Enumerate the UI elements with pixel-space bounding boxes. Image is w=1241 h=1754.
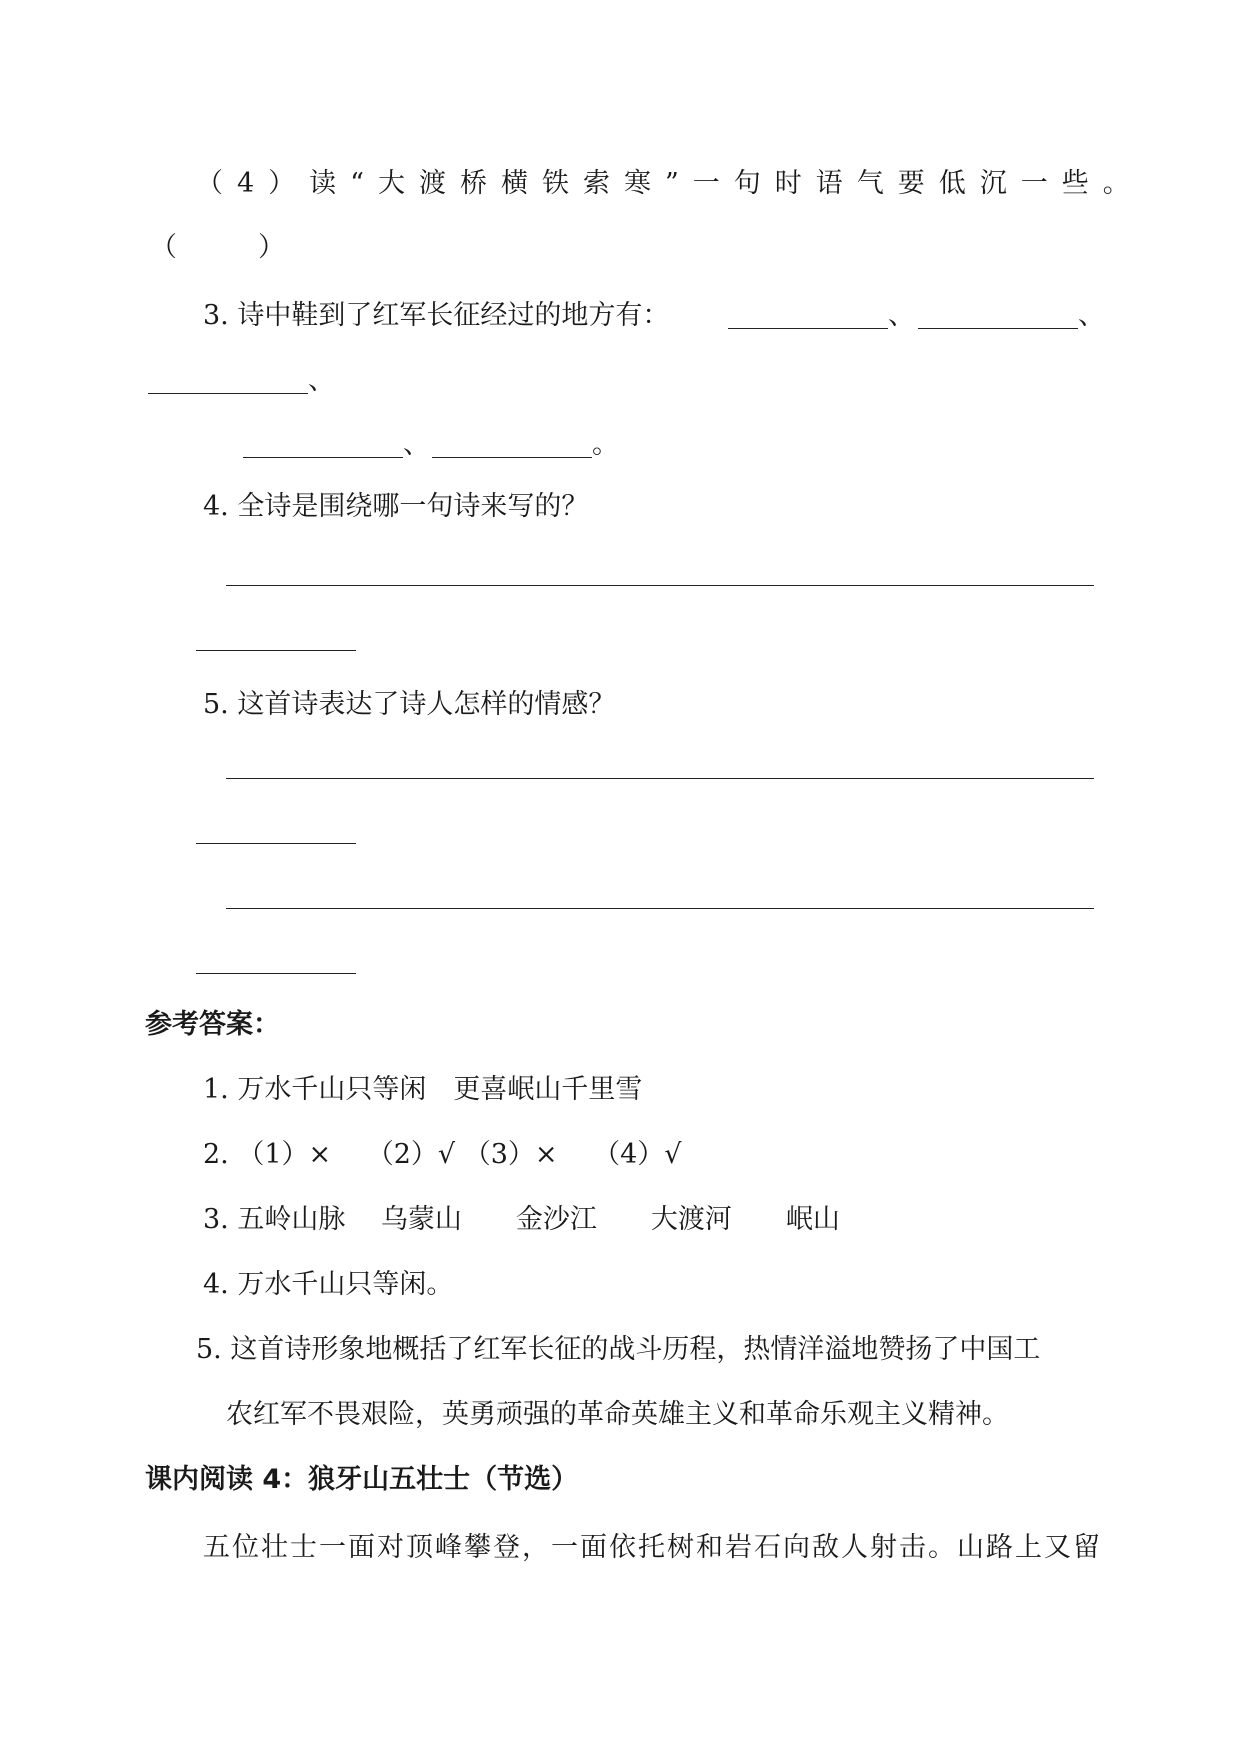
question-4: 4. 全诗是围绕哪一句诗来写的？ bbox=[203, 491, 589, 522]
section-heading: 课内阅读 4：狼牙山五壮士（节选） bbox=[145, 1464, 579, 1495]
separator: 、 bbox=[1078, 300, 1105, 331]
blank-line bbox=[432, 457, 592, 458]
section-body-line-1: 五位壮士一面对顶峰攀登，一面依托树和岩石向敌人射击。山路上又留 bbox=[203, 1532, 1102, 1563]
answer-3: 3. 五岭山脉 乌蒙山 金沙江 大渡河 岷山 bbox=[203, 1204, 840, 1235]
answer-line bbox=[226, 908, 1094, 909]
answer-4: 4. 万水千山只等闲。 bbox=[203, 1269, 454, 1300]
answer-line bbox=[226, 778, 1094, 779]
answer-bracket: （ ） bbox=[150, 232, 285, 263]
answer-1: 1. 万水千山只等闲 更喜岷山千里雪 bbox=[203, 1074, 643, 1105]
question-3: 3. 诗中鞋到了红军长征经过的地方有： bbox=[203, 300, 670, 331]
question-2-item-4: （4）读“大渡桥横铁索寒”一句时语气要低沉一些。 bbox=[196, 168, 1144, 199]
answer-line bbox=[196, 973, 356, 974]
answer-line bbox=[226, 585, 1094, 586]
separator: 、 bbox=[403, 429, 430, 460]
blank-line bbox=[728, 328, 888, 329]
answer-line bbox=[196, 843, 356, 844]
end-period: 。 bbox=[592, 429, 619, 460]
blank-line bbox=[243, 457, 403, 458]
answer-2: 2. （1）× （2）√ （3）× （4）√ bbox=[203, 1139, 682, 1170]
separator: 、 bbox=[308, 365, 335, 396]
answers-heading: 参考答案： bbox=[145, 1009, 280, 1040]
answer-5-line-2: 农红军不畏艰险，英勇顽强的革命英雄主义和革命乐观主义精神。 bbox=[226, 1399, 1009, 1430]
answer-5-line-1: 5. 这首诗形象地概括了红军长征的战斗历程，热情洋溢地赞扬了中国工 bbox=[196, 1334, 1041, 1365]
blank-line bbox=[918, 328, 1078, 329]
question-5: 5. 这首诗表达了诗人怎样的情感？ bbox=[203, 689, 616, 720]
separator: 、 bbox=[888, 300, 915, 331]
blank-line bbox=[148, 393, 308, 394]
answer-line bbox=[196, 650, 356, 651]
